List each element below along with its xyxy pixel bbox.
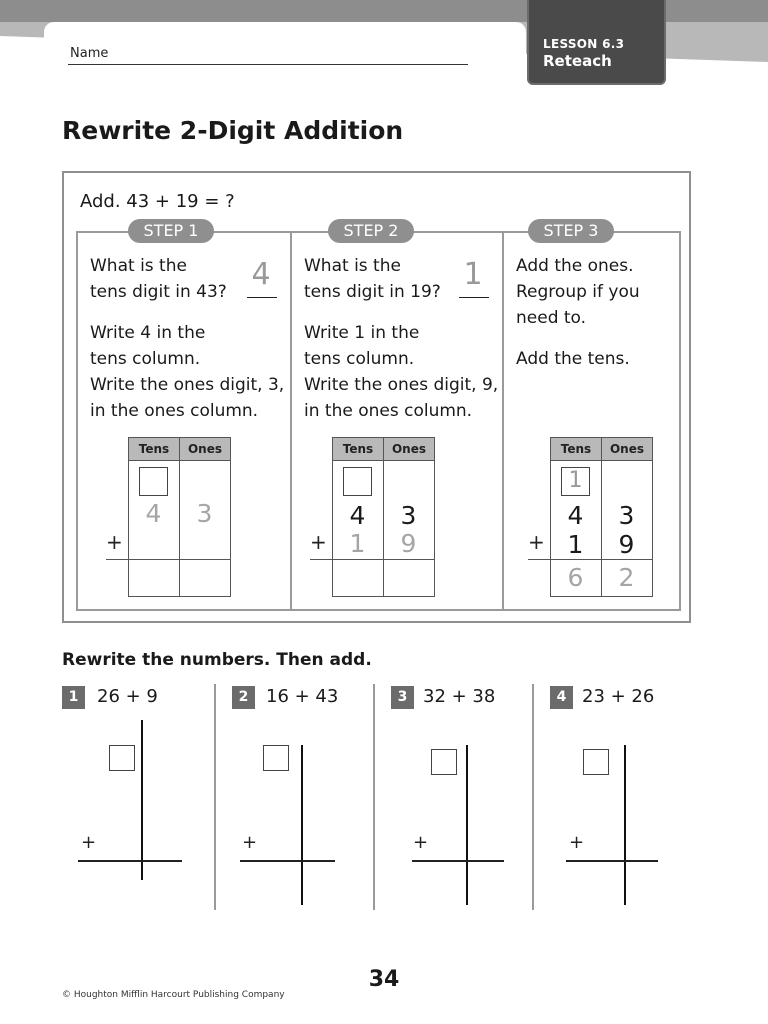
problem-number: 3: [391, 686, 414, 709]
ones-header: Ones: [601, 437, 653, 461]
step-2-label: STEP 2: [328, 219, 414, 243]
step-1-answer-line: [247, 297, 277, 298]
plus-sign: +: [310, 530, 327, 554]
step-2-answer: 1: [463, 257, 483, 292]
problem-3: [373, 684, 533, 910]
sum-ones-digit: 2: [618, 563, 635, 592]
step-2-place-value-table: [310, 437, 435, 597]
step-2-answer-line: [459, 297, 489, 298]
sum-line: [528, 559, 653, 560]
top-tens-digit: 4: [567, 501, 584, 530]
plus-sign: +: [81, 832, 97, 853]
ones-header: Ones: [179, 437, 231, 461]
sum-tens-digit: 6: [567, 563, 584, 592]
name-label: Name: [70, 46, 109, 61]
problem-number: 2: [232, 686, 255, 709]
step-1-label: STEP 1: [128, 219, 214, 243]
tens-header: Tens: [332, 437, 384, 461]
sum-line: [106, 559, 231, 560]
sum-line: [78, 860, 182, 862]
place-value-divider: [301, 745, 303, 905]
name-field-line[interactable]: [68, 64, 468, 65]
place-value-divider: [624, 745, 626, 905]
tens-header: Tens: [128, 437, 180, 461]
lesson-tab: [527, 0, 666, 85]
step-1-question: What is the tens digit in 43?: [90, 256, 227, 302]
bottom-tens-digit: 1: [567, 530, 584, 559]
problem-expression: 32 + 38: [423, 686, 496, 707]
step-2-column: [290, 221, 502, 609]
example-prompt: Add. 43 + 19 = ?: [80, 191, 235, 212]
step-2-instructions: Write 1 in the tens column. Write the ones digit, 9, in the ones column.: [304, 323, 499, 421]
worked-example-box: [62, 171, 691, 623]
plus-sign: +: [242, 832, 258, 853]
page-number: 34: [368, 967, 400, 992]
problem-number: 4: [550, 686, 573, 709]
top-ones-digit: 3: [196, 499, 213, 528]
place-value-divider: [141, 720, 143, 880]
step-3-place-value-table: [528, 437, 653, 597]
lesson-number: LESSON 6.3: [543, 37, 625, 51]
bottom-ones-digit: 9: [400, 529, 417, 558]
page-header: [0, 0, 768, 90]
problem-number: 1: [62, 686, 85, 709]
bottom-tens-digit: 1: [349, 529, 366, 558]
top-ones-digit: 3: [400, 501, 417, 530]
step-1-column: [78, 221, 290, 609]
step-1-answer: 4: [251, 257, 271, 292]
ones-header: Ones: [383, 437, 435, 461]
problem-4: [532, 684, 682, 910]
step-3-instructions: Add the ones. Regroup if you need to. Add the tens.: [516, 256, 640, 369]
regroup-box: [343, 467, 372, 496]
problem-1: [62, 684, 216, 910]
tens-header: Tens: [550, 437, 602, 461]
copyright-notice: © Houghton Mifflin Harcourt Publishing Company: [62, 990, 285, 1000]
top-tens-digit: 4: [145, 499, 162, 528]
plus-sign: +: [413, 832, 429, 853]
problem-expression: 26 + 9: [97, 686, 158, 707]
lesson-kind: Reteach: [543, 52, 612, 70]
problem-2: [214, 684, 374, 910]
problem-expression: 16 + 43: [266, 686, 339, 707]
sum-line: [566, 860, 658, 862]
plus-sign: +: [106, 530, 123, 554]
step-1-place-value-table: [106, 437, 231, 597]
place-value-divider: [466, 745, 468, 905]
problem-expression: 23 + 26: [582, 686, 655, 707]
regroup-box: [139, 467, 168, 496]
regroup-box[interactable]: [431, 749, 457, 775]
bottom-ones-digit: 9: [618, 530, 635, 559]
practice-heading: Rewrite the numbers. Then add.: [62, 650, 372, 670]
sum-line: [240, 860, 335, 862]
steps-container: [76, 221, 681, 611]
step-1-instructions: Write 4 in the tens column. Write the ones digit, 3, in the ones column.: [90, 323, 285, 421]
plus-sign: +: [528, 530, 545, 554]
regroup-box[interactable]: [109, 745, 135, 771]
step-3-label: STEP 3: [528, 219, 614, 243]
regroup-box: 1: [561, 467, 590, 496]
page-title: Rewrite 2-Digit Addition: [62, 116, 404, 145]
top-ones-digit: 3: [618, 501, 635, 530]
step-3-column: [502, 221, 683, 609]
top-tens-digit: 4: [349, 501, 366, 530]
plus-sign: +: [569, 832, 585, 853]
sum-line: [412, 860, 504, 862]
regroup-box[interactable]: [583, 749, 609, 775]
sum-line: [310, 559, 435, 560]
regroup-box[interactable]: [263, 745, 289, 771]
step-2-question: What is the tens digit in 19?: [304, 256, 441, 302]
